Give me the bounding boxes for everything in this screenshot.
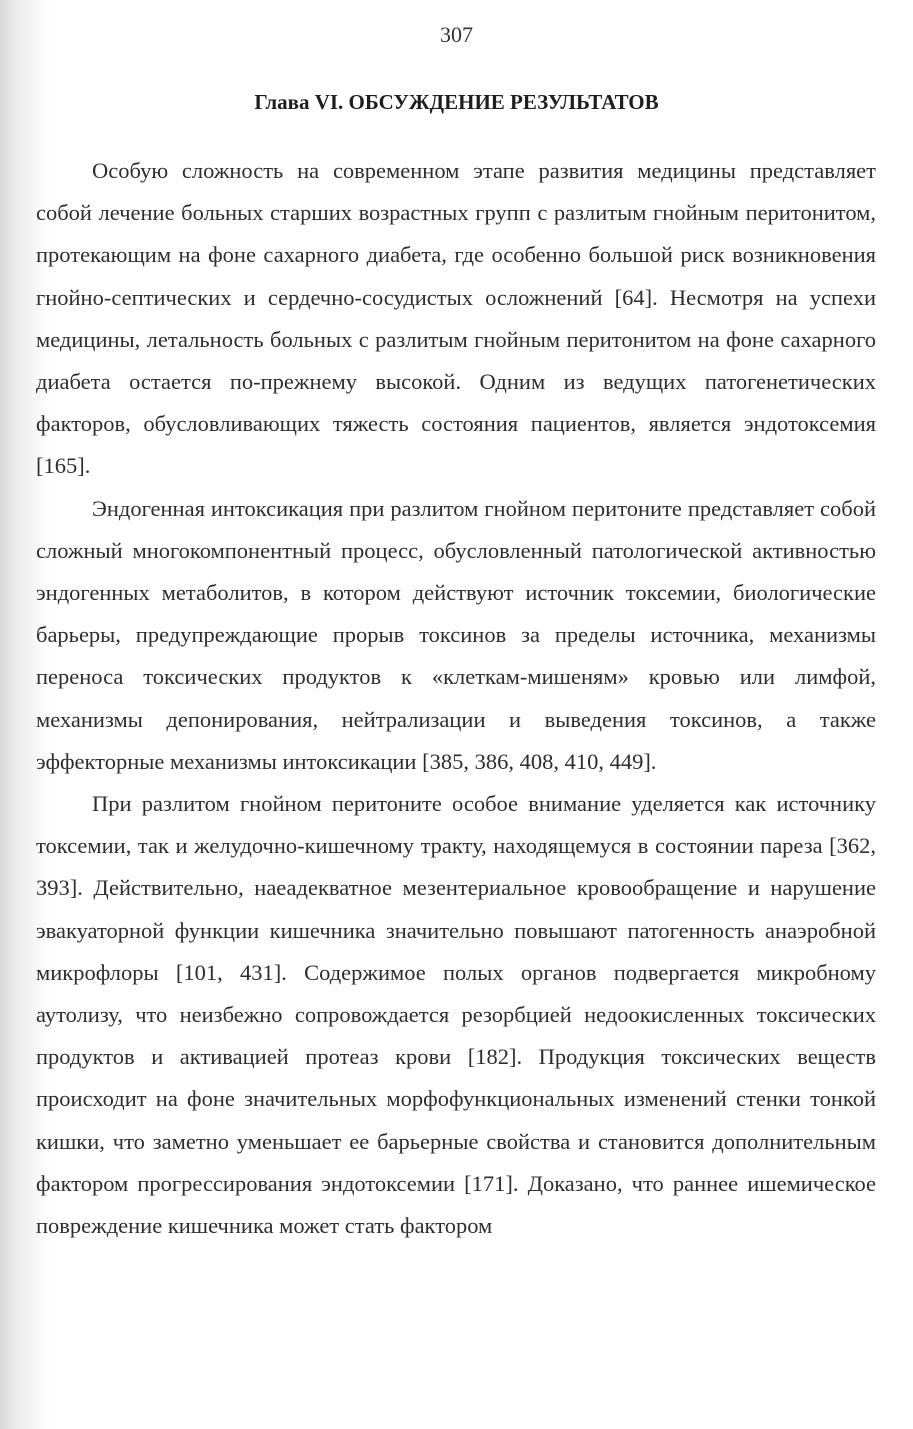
page-number: 307 <box>440 22 473 47</box>
paragraph: Особую сложность на современном этапе развития медицины представляет собой лечение больных старших возрастных групп с разлитым гнойным перитонитом, протекающим на фоне сахарного диабета, где особенно большой риск возникновения гнойно-септических и сердечно-сосудистых осложнений [64]. Несмотря на успехи медицины, летальность больных с разлитым гнойным перитонитом на фоне сахарного диабета остается по-прежнему высокой. Одним из ведущих патогенетических факторов, обусловливающих тяжесть состояния пациентов, является эндотоксемия [165]. <box>36 158 876 479</box>
body-text <box>36 150 876 1247</box>
paragraph: При разлитом гнойном перитоните особое внимание уделяется как источнику токсемии, так и желудочно-кишечному тракту, находящемуся в состоянии пареза [362, 393]. Действительно, наеадекватное мезентериальное кровообращение и нарушение эвакуаторной функции кишечника значительно повышают патогенность анаэробной микрофлоры [101, 431]. Содержимое полых органов подвергается микробному аутолизу, что неизбежно сопровождается резорбцией недоокисленных токсических продуктов и активацией протеаз крови [182]. Продукция токсических веществ происходит на фоне значительных морфофункциональных изменений стенки тонкой кишки, что заметно уменьшает ее барьерные свойства и становится дополнительным фактором прогрессирования эндотоксемии [171]. Доказано, что раннее ишемическое повреждение кишечника может стать фактором <box>36 791 876 1239</box>
paragraph: Эндогенная интоксикация при разлитом гнойном перитоните представляет собой сложный многокомпонентный процесс, обусловленный патологической активностью эндогенных метаболитов, в котором действуют источник токсемии, биологические барьеры, предупреждающие прорыв токсинов за пределы источника, механизмы переноса токсических продуктов к «клеткам-мишеням» кровью или лимфой, механизмы депонирования, нейтрализации и выведения токсинов, а также эффекторные механизмы интоксикации [385, 386, 408, 410, 449]. <box>36 495 876 774</box>
chapter-title: Глава VI. ОБСУЖДЕНИЕ РЕЗУЛЬТАТОВ <box>254 90 659 114</box>
